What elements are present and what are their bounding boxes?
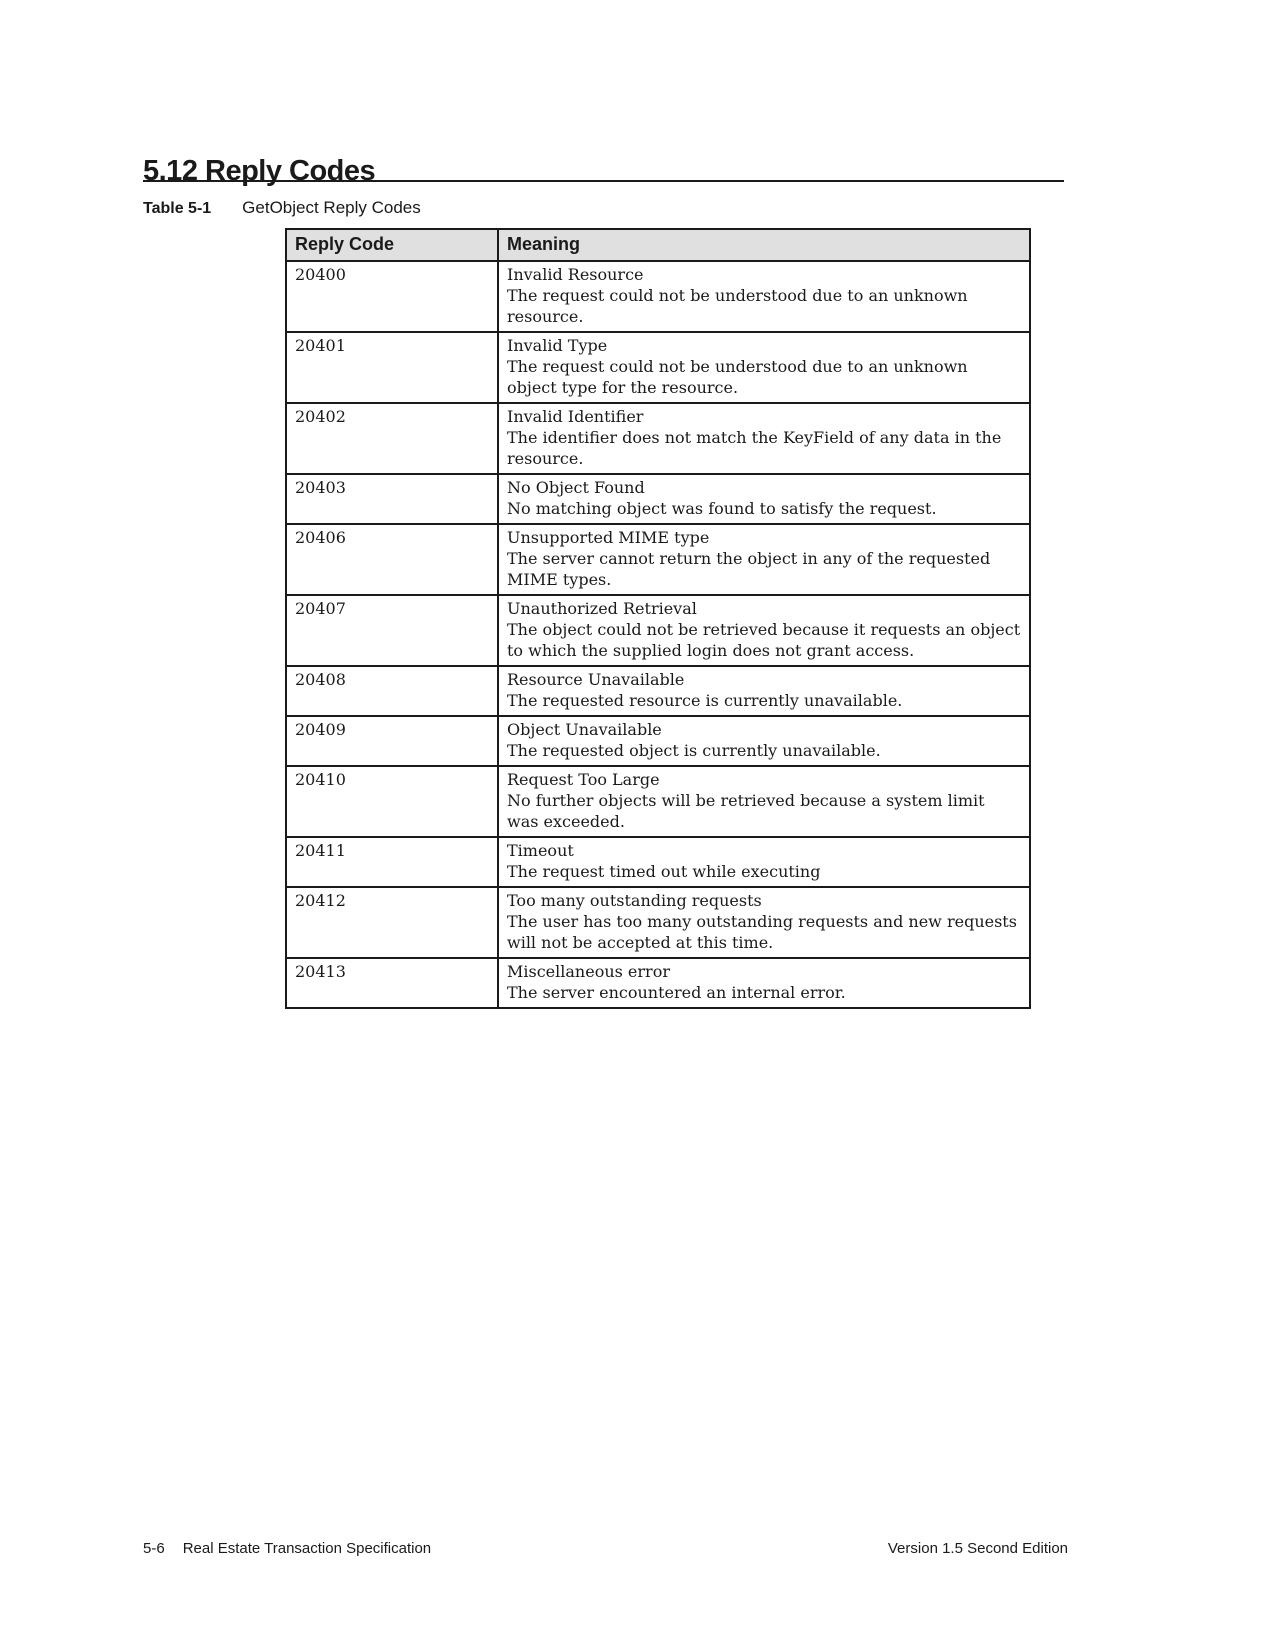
footer-left (143, 1540, 431, 1557)
meaning-description: The request could not be understood due to an unknown resource. (507, 286, 968, 326)
table-row (286, 474, 1030, 524)
meaning-cell (498, 403, 1030, 474)
table-row (286, 524, 1030, 595)
meaning-description: The object could not be retrieved because it requests an object to which the supplied login does not grant access. (507, 620, 1021, 660)
meaning-description: No further objects will be retrieved because a system limit was exceeded. (507, 791, 985, 831)
meaning-title: Invalid Identifier (507, 407, 644, 426)
code-cell: 20409 (286, 716, 498, 766)
code-cell: 20410 (286, 766, 498, 837)
meaning-title: Invalid Resource (507, 265, 644, 284)
code-cell: 20401 (286, 332, 498, 403)
caption-title: GetObject Reply Codes (242, 198, 421, 217)
meaning-cell (498, 474, 1030, 524)
header-cell-reply-code: Reply Code (286, 229, 498, 261)
meaning-cell (498, 666, 1030, 716)
code-cell: 20400 (286, 261, 498, 332)
code-cell: 20406 (286, 524, 498, 595)
meaning-description: The server encountered an internal error. (507, 983, 846, 1002)
table-caption (143, 198, 421, 218)
table-header-row (286, 229, 1030, 261)
caption-label: Table 5-1 (143, 200, 212, 217)
meaning-cell (498, 595, 1030, 666)
meaning-title: Unsupported MIME type (507, 528, 710, 547)
table-row (286, 666, 1030, 716)
meaning-title: Object Unavailable (507, 720, 662, 739)
meaning-title: No Object Found (507, 478, 645, 497)
meaning-title: Unauthorized Retrieval (507, 599, 697, 618)
table-row (286, 261, 1030, 332)
table-row (286, 887, 1030, 958)
table-row (286, 837, 1030, 887)
meaning-title: Miscellaneous error (507, 962, 670, 981)
meaning-description: The identifier does not match the KeyField of any data in the resource. (507, 428, 1002, 468)
code-cell: 20408 (286, 666, 498, 716)
table-row (286, 958, 1030, 1008)
meaning-description: The user has too many outstanding requests and new requests will not be accepted at this time. (507, 912, 1017, 952)
meaning-cell (498, 766, 1030, 837)
code-cell: 20402 (286, 403, 498, 474)
meaning-title: Invalid Type (507, 336, 608, 355)
table-row (286, 716, 1030, 766)
meaning-description: No matching object was found to satisfy the request. (507, 499, 937, 518)
page-footer (143, 1540, 1068, 1557)
header-cell-meaning: Meaning (498, 229, 1030, 261)
table-row (286, 766, 1030, 837)
code-cell: 20403 (286, 474, 498, 524)
meaning-description: The server cannot return the object in any of the requested MIME types. (507, 549, 991, 589)
meaning-cell (498, 524, 1030, 595)
meaning-title: Too many outstanding requests (507, 891, 762, 910)
reply-codes-table (285, 228, 1031, 1009)
section-rule (143, 180, 1064, 182)
meaning-description: The requested object is currently unavailable. (507, 741, 881, 760)
footer-doc-title: Real Estate Transaction Specification (182, 1540, 432, 1557)
meaning-cell (498, 837, 1030, 887)
meaning-title: Request Too Large (507, 770, 660, 789)
code-cell: 20413 (286, 958, 498, 1008)
page-title: 5.12 Reply Codes (143, 155, 376, 188)
footer-version: Version 1.5 Second Edition (887, 1540, 1068, 1557)
table-body (286, 261, 1030, 1008)
code-cell: 20407 (286, 595, 498, 666)
meaning-description: The request could not be understood due to an unknown object type for the resource. (507, 357, 968, 397)
table-row (286, 403, 1030, 474)
code-cell: 20411 (286, 837, 498, 887)
meaning-cell (498, 958, 1030, 1008)
meaning-description: The requested resource is currently unavailable. (507, 691, 903, 710)
meaning-title: Timeout (507, 841, 574, 860)
meaning-cell (498, 887, 1030, 958)
meaning-cell (498, 332, 1030, 403)
footer-page-number: 5-6 (143, 1540, 165, 1557)
meaning-cell (498, 716, 1030, 766)
meaning-title: Resource Unavailable (507, 670, 685, 689)
meaning-cell (498, 261, 1030, 332)
meaning-description: The request timed out while executing (507, 862, 821, 881)
code-cell: 20412 (286, 887, 498, 958)
table-row (286, 595, 1030, 666)
table-row (286, 332, 1030, 403)
